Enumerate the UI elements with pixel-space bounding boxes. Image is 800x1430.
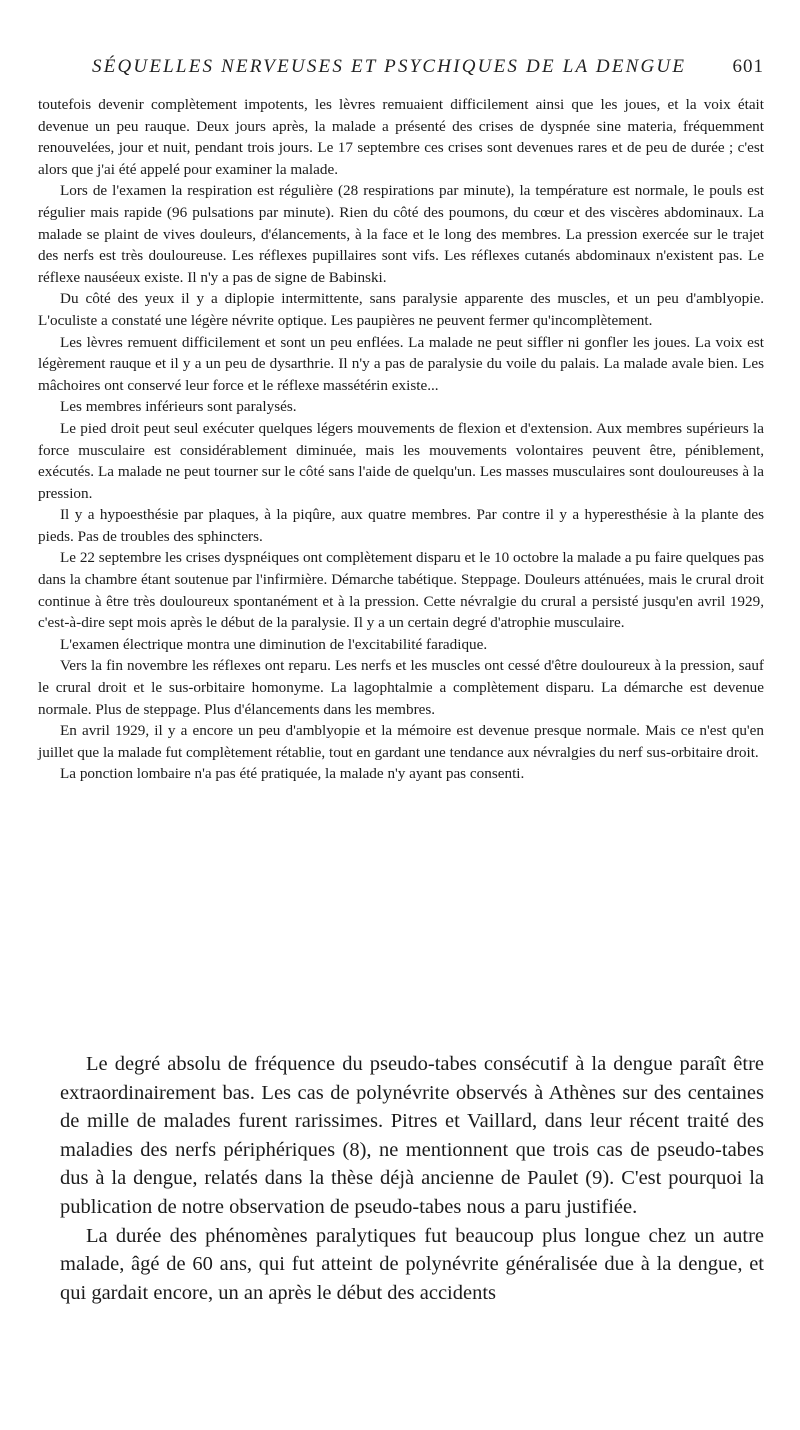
paragraph: Les lèvres remuent difficilement et sont un peu enflées. La malade ne peut siffler ni gonfler les joues. La voix est légèrement rauque et il y a un peu de dysarthrie. Il n'y a pas de paralysie du voile du palais. La malade avale bien. Les mâchoires ont conservé leur force et le réflexe massétérin existe... — [38, 333, 764, 394]
paragraph: Vers la fin novembre les réflexes ont reparu. Les nerfs et les muscles ont cessé d'être douloureux à la pression, sauf le crural droit et le sus-orbitaire homonyme. La lagophtalmie a complètement disparu. La démarche est devenue normale. Plus de steppage. Plus d'élancements dans les membres. — [38, 657, 764, 718]
paragraph: Le 22 septembre les crises dyspnéiques ont complètement disparu et le 10 octobre la malade a pu faire quelques pas dans la chambre étant soutenue par l'infirmière. Démarche tabétique. Steppage. Douleurs atténuées, mais le crural droit continue à être très douloureux spontanément et à la pression. Cette névralgie du crural a persisté jusqu'en avril 1929, c'est-à-dire sept mois après le début de la paralysie. Il y a un certain degré d'atrophie musculaire. — [38, 549, 764, 632]
paragraph: Le pied droit peut seul exécuter quelques légers mouvements de flexion et d'extension. Aux membres supérieurs la force musculaire est considérablement diminuée, mais les mouvements volontaires peuvent être, péniblement, exécutés. La malade ne peut tourner sur le côté sans l'aide de quelqu'un. Les masses musculaires sont douloureuses à la pression. — [38, 419, 764, 502]
page-number: 601 — [732, 56, 764, 77]
paragraph: Du côté des yeux il y a diplopie intermittente, sans paralysie apparente des muscles, et un peu d'amblyopie. L'oculiste a constaté une légère névrite optique. Les paupières ne peuvent fermer qu'incomplètement. — [38, 290, 764, 329]
paragraph: Lors de l'examen la respiration est régulière (28 respirations par minute), la température est normale, le pouls est régulier mais rapide (96 pulsations par minute). Rien du côté des poumons, du cœur et des viscères abdominaux. La malade se plaint de vives douleurs, d'élancements, à la face et le long des membres. La pression exercée sur le trajet des nerfs est très douloureuse. Les réflexes pupillaires sont vifs. Les réflexes cutanés abdominaux n'existent pas. Le réflexe nauséeux existe. Il n'y a pas de signe de Babinski. — [38, 182, 764, 286]
paragraph: toutefois devenir complètement impotents, les lèvres remuaient difficilement ainsi que les joues, et la voix était devenue un peu rauque. Deux jours après, la malade a présenté des crises de dyspnée sine materia, fréquemment renouvelées, jour et nuit, pendant trois jours. Le 17 septembre ces crises sont devenues rares et de peu de durée ; c'est alors que j'ai été appelé pour examiner la malade. — [38, 96, 764, 178]
discussion-section — [60, 1050, 764, 1307]
paragraph: L'examen électrique montra une diminution de l'excitabilité faradique. — [60, 635, 488, 653]
paragraph: Les membres inférieurs sont paralysés. — [60, 398, 297, 416]
paragraph: En avril 1929, il y a encore un peu d'amblyopie et la mémoire est devenue presque normale. Mais ce n'est qu'en juillet que la malade fut complètement rétablie, tout en gardant une tendance aux névralgies du nerf sus-orbitaire droit. — [38, 722, 764, 761]
paragraph: Le degré absolu de fréquence du pseudo-tabes consécutif à la dengue paraît être extraordinairement bas. Les cas de polynévrite observés à Athènes sur des centaines de mille de malades furent rarissimes. Pitres et Vaillard, dans leur récent traité des maladies des nerfs périphériques (8), ne mentionnent que trois cas de pseudo-tabes dus à la dengue, relatés dans la thèse déjà ancienne de Paulet (9). C'est pourquoi la publication de notre observation de pseudo-tabes nous a paru justifiée. — [60, 1053, 764, 1218]
page-header — [0, 56, 800, 86]
paragraph: Il y a hypoesthésie par plaques, à la piqûre, aux quatre membres. Par contre il y a hyperesthésie à la plante des pieds. Pas de troubles des sphincters. — [38, 506, 764, 545]
paragraph: La durée des phénomènes paralytiques fut beaucoup plus longue chez un autre malade, âgé de 60 ans, qui fut atteint de polynévrite généralisée due à la dengue, et qui gardait encore, un an après le début des accidents — [60, 1224, 764, 1304]
case-report-section — [38, 94, 764, 785]
running-title: SÉQUELLES NERVEUSES ET PSYCHIQUES DE LA DENGUE — [92, 56, 687, 77]
paragraph: La ponction lombaire n'a pas été pratiquée, la malade n'y ayant pas consenti. — [60, 765, 525, 783]
